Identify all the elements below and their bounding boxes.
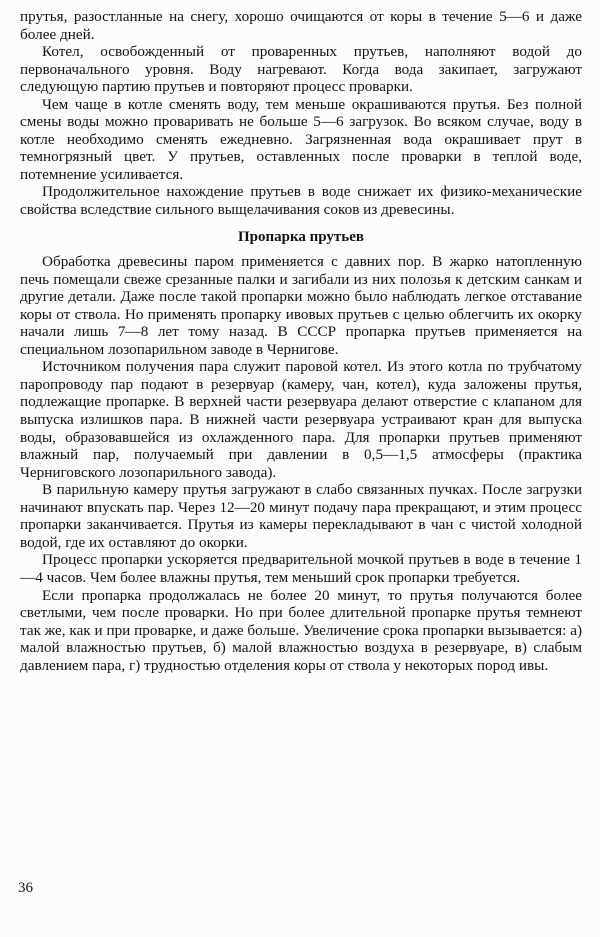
section-heading: Пропарка прутьев <box>237 228 364 245</box>
paragraph-steam-history: Обработка древесины паром применяется с давних пор. В жарко натопленную печь помещали свеже срезанные палки и загибали из них полозья к детским санкам и другие детали. Даже после такой пропарки можно было наблюдать легкое отставание коры от ствола. Но применять пропарку ивовых прутьев с целью облегчить их окорку начали лишь 7—8 лет тому назад. В СССР пропарка прутьев применяется на специальном лозопарильном заводе в Чернигове. <box>20 253 582 358</box>
page-number: 36 <box>18 880 33 896</box>
body-text <box>20 8 582 674</box>
paragraph-boiler-refill: Котел, освобожденный от проваренных прутьев, наполняют водой до первоначального уровня. Воду нагревают. Когда вода закипает, загружают следующую партию прутьев и повторяют процесс проварки. <box>20 43 582 96</box>
paragraph-continuation: прутья, разостланные на снегу, хорошо очищаются от коры в течение 5—6 и даже более дней. <box>20 8 582 43</box>
paragraph-duration-effects: Если пропарка продолжалась не более 20 минут, то прутья получаются более светлыми, чем после проварки. Но при более длительной пропарке прутья темнеют так же, как и при проварке, и даже больше. Увеличение срока пропарки вызывается: а) малой влажностью прутьев, б) малой влажностью воздуха в резервуаре, в) слабым давлением пара, г) трудностью отделения коры от ствола у некоторых пород ивы. <box>20 586 582 674</box>
paragraph-water-change: Чем чаще в котле сменять воду, тем меньше окрашиваются прутья. Без полной смены воды можно проваривать не больше 5—6 загрузок. Во всяком случае, воду в котле необходимо сменять ежедневно. Загрязненная вода окрашивает прут в темногрязный цвет. У прутьев, оставленных после проварки в теплой воде, потемнение усиливается. <box>20 95 582 183</box>
paragraph-prolonged-soaking: Продолжительное нахождение прутьев в воде снижает их физико-механические свойства вследствие сильного выщелачивания соков из древесины. <box>20 183 582 219</box>
paragraph-pre-soaking: Процесс пропарки ускоряется предварительной мочкой прутьев в воде в течение 1—4 часов. Чем более влажны прутья, тем меньший срок пропарки требуется. <box>20 551 582 586</box>
paragraph-loading: В парильную камеру прутья загружают в слабо связанных пучках. После загрузки начинают впускать пар. Через 12—20 минут подачу пара прекращают, и этим процесс пропарки заканчивается. Прутья из камеры перекладывают в чан с чистой холодной водой, где их оставляют до окорки. <box>20 481 582 551</box>
paragraph-steam-source: Источником получения пара служит паровой котел. Из этого котла по трубчатому паропроводу пар подают в резервуар (камеру, чан, котел), куда заложены прутья, подлежащие пропарке. В верхней части резервуара делают отверстие с клапаном для выпуска излишков пара. В нижней части резервуара устраивают кран для выпуска воды, образовавшейся из охлажденного пара. Для пропарки прутьев применяют влажный пар, получаемый при давлении в 0,5—1,5 атмосферы (практика Черниговского лозопарильного завода). <box>20 358 582 481</box>
